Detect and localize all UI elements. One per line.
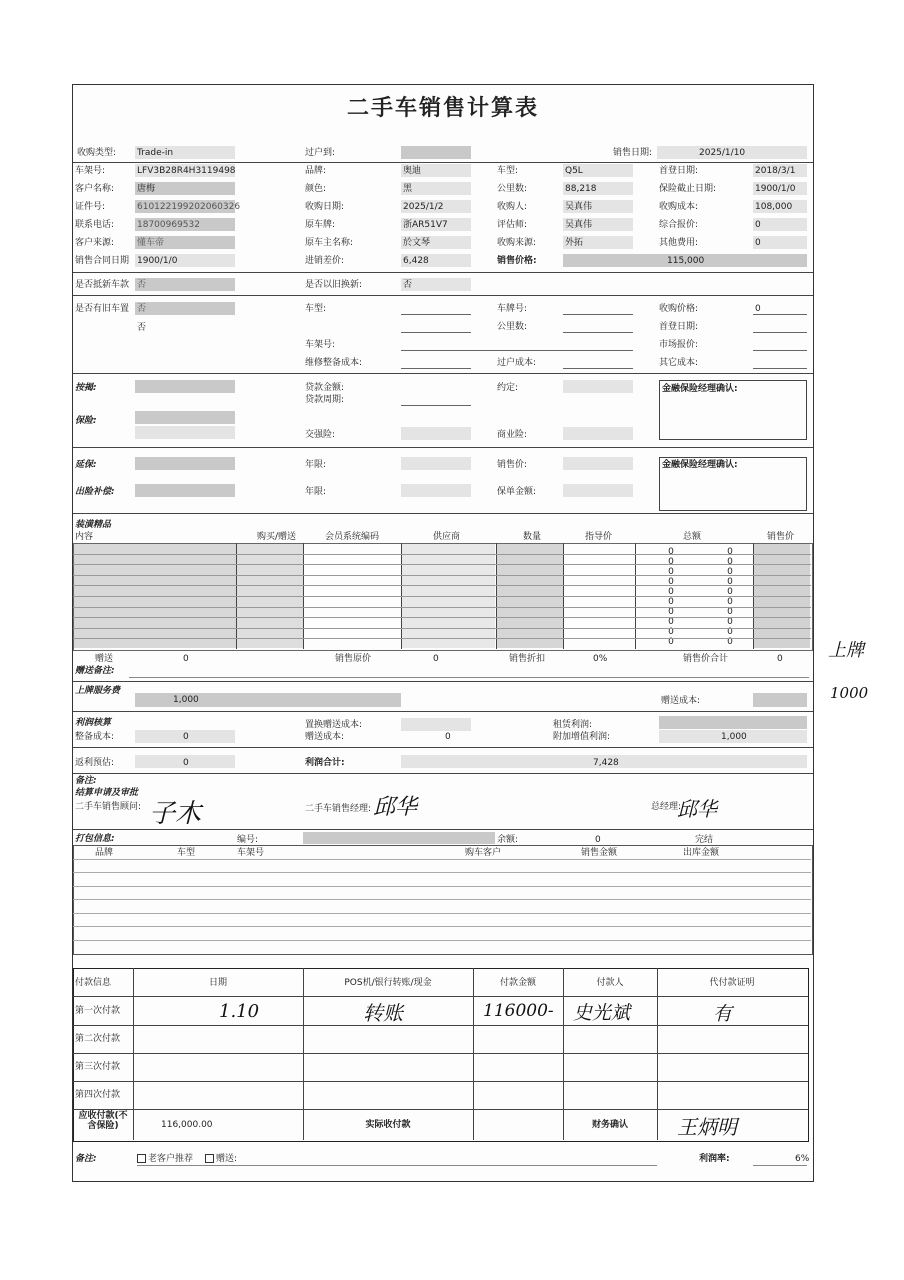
acc-total: 0 bbox=[727, 617, 733, 627]
margin-note-line1: 上牌 bbox=[828, 640, 864, 661]
phone-value: 18700969532 bbox=[137, 220, 200, 230]
swap-repair-label: 维修整备成本: bbox=[305, 358, 363, 368]
offset-label: 是否抵新车款 bbox=[75, 280, 130, 290]
insurance-label: 保险截止日期: bbox=[659, 184, 717, 194]
commercial-label: 商业险: bbox=[497, 430, 528, 440]
gift-label: 赠送 bbox=[95, 654, 114, 664]
customer-label: 客户名称: bbox=[75, 184, 115, 194]
pay-row-1-method: 转账 bbox=[363, 1001, 403, 1025]
has-old-label: 是否有旧车置 bbox=[75, 304, 130, 314]
combo-quote-value: 0 bbox=[755, 220, 761, 230]
first-reg-value: 2018/3/1 bbox=[755, 166, 796, 176]
transfer-to-label: 过户到: bbox=[305, 148, 336, 158]
rent-profit-label: 租赁利润: bbox=[553, 720, 593, 730]
pkg-header-customer: 购车客户 bbox=[465, 848, 502, 858]
agreed-label: 约定: bbox=[497, 383, 519, 393]
vat-profit-label: 附加增值利润: bbox=[553, 732, 611, 742]
actual-label: 实际收付款 bbox=[365, 1120, 411, 1130]
finance-signature: 王炳明 bbox=[677, 1115, 737, 1139]
swap-gift-label: 置换赠送成本: bbox=[305, 720, 363, 730]
gm-signature: 邱华 bbox=[677, 797, 717, 821]
gift-note-label: 赠送备注: bbox=[75, 666, 115, 676]
pay-row-1-label: 第一次付款 bbox=[75, 1006, 121, 1016]
profit-rate-value: 6% bbox=[795, 1154, 810, 1164]
acc-header-total: 总额 bbox=[683, 532, 702, 542]
trade-value: 否 bbox=[403, 280, 413, 290]
consultant-label: 二手车销售顾问: bbox=[75, 802, 142, 812]
package-balance-label: 余额: bbox=[497, 835, 519, 845]
plate-label: 原车牌: bbox=[305, 220, 336, 230]
trade-label: 是否以旧换新: bbox=[305, 280, 363, 290]
acc-header-member-code: 会员系统编码 bbox=[325, 532, 380, 542]
sale-total-value: 0 bbox=[777, 654, 783, 664]
compulsory-label: 交强险: bbox=[305, 430, 336, 440]
contract-date-value: 1900/1/0 bbox=[137, 256, 178, 266]
buyer-label: 收购人: bbox=[497, 202, 528, 212]
manager-signature: 邱华 bbox=[373, 795, 418, 820]
swap-plate-label: 车牌号: bbox=[497, 304, 528, 314]
approval-section-label: 结算申请及审批 bbox=[75, 788, 139, 798]
acc-row-line bbox=[73, 628, 811, 629]
mileage-value: 88,218 bbox=[565, 184, 597, 194]
gift-value: 0 bbox=[183, 654, 189, 664]
loan-period-label: 贷款周期: bbox=[305, 395, 345, 405]
rebate-value: 0 bbox=[183, 758, 189, 768]
swap-market-label: 市场报价: bbox=[659, 340, 699, 350]
pay-row-3-label: 第三次付款 bbox=[75, 1062, 121, 1072]
profit-section-label: 利润核算 bbox=[75, 718, 112, 728]
acc-guide-price: 0 bbox=[668, 577, 674, 587]
pay-header-amount: 付款金额 bbox=[499, 978, 536, 988]
brand-label: 品牌: bbox=[305, 166, 327, 176]
discount-value: 0% bbox=[593, 654, 608, 664]
pay-row-2-label: 第二次付款 bbox=[75, 1034, 121, 1044]
package-row-line bbox=[73, 886, 811, 887]
acc-total: 0 bbox=[727, 567, 733, 577]
swap-other-cost-label: 其它成本: bbox=[659, 358, 699, 368]
package-table bbox=[73, 845, 813, 955]
pkg-header-vin: 车架号 bbox=[237, 848, 265, 858]
swap-first-reg-label: 首登日期: bbox=[659, 322, 699, 332]
brand-value: 奥迪 bbox=[403, 166, 422, 176]
rebate-label: 返利预估: bbox=[75, 758, 115, 768]
acc-total: 0 bbox=[727, 627, 733, 637]
loan-amount-label: 贷款金额: bbox=[305, 383, 345, 393]
sale-original-label: 销售原价 bbox=[335, 654, 372, 664]
due-label: 应收付款(不含保险) bbox=[78, 1111, 128, 1131]
model-value: Q5L bbox=[565, 166, 583, 176]
purchase-date-value: 2025/1/2 bbox=[403, 202, 444, 212]
sale-date-value: 2025/1/10 bbox=[699, 148, 746, 158]
acc-total: 0 bbox=[727, 607, 733, 617]
pay-header-info: 付款信息 bbox=[75, 978, 112, 988]
warranty-label: 延保: bbox=[75, 460, 97, 470]
package-row-line bbox=[73, 872, 811, 873]
acc-guide-price: 0 bbox=[668, 627, 674, 637]
acc-row-line bbox=[73, 607, 811, 608]
package-row-line bbox=[73, 940, 811, 941]
plate-value: 浙AR51V7 bbox=[403, 220, 448, 230]
finance-confirm-label: 财务确认 bbox=[591, 1120, 628, 1130]
acq-source-value: 外拓 bbox=[565, 238, 584, 248]
acc-guide-price: 0 bbox=[668, 637, 674, 647]
discount-label: 销售折扣 bbox=[509, 654, 546, 664]
swap-price-value: 0 bbox=[755, 304, 761, 314]
mileage-label: 公里数: bbox=[497, 184, 528, 194]
manager-label: 二手车销售经理: bbox=[305, 804, 372, 814]
buyer-value: 吴真伟 bbox=[565, 202, 593, 212]
owner-value: 於文琴 bbox=[403, 238, 431, 248]
mortgage-label: 按揭: bbox=[75, 383, 97, 393]
profit-gift-cost-value: 0 bbox=[445, 732, 451, 742]
sales-calculation-sheet bbox=[72, 84, 814, 1182]
color-value: 黑 bbox=[403, 184, 413, 194]
acc-header-qty: 数量 bbox=[523, 532, 542, 542]
gm-label: 总经理: bbox=[651, 802, 682, 812]
package-section-label: 打包信息: bbox=[75, 834, 115, 844]
acc-total: 0 bbox=[727, 547, 733, 557]
swap-price-label: 收购价格: bbox=[659, 304, 699, 314]
acc-total: 0 bbox=[727, 597, 733, 607]
acc-guide-price: 0 bbox=[668, 587, 674, 597]
swap-transfer-cost-label: 过户成本: bbox=[497, 358, 537, 368]
acc-row-line bbox=[73, 617, 811, 618]
has-old-value-2: 否 bbox=[137, 323, 147, 333]
acc-header-content: 内容 bbox=[75, 532, 94, 542]
acc-guide-price: 0 bbox=[668, 547, 674, 557]
acc-header-buy-gift: 购买/赠送 bbox=[257, 532, 297, 542]
swap-model-label: 车型: bbox=[305, 304, 327, 314]
manager-confirm-label-2: 金融保险经理确认: bbox=[662, 460, 738, 470]
profit-rate-label: 利润率: bbox=[699, 1154, 730, 1164]
prep-cost-value: 0 bbox=[183, 732, 189, 742]
due-value: 116,000.00 bbox=[161, 1120, 213, 1130]
swap-vin-label: 车架号: bbox=[305, 340, 336, 350]
pkg-header-model: 车型 bbox=[177, 848, 196, 858]
accessories-section-label: 装潢精品 bbox=[75, 520, 112, 530]
purchase-date-label: 收购日期: bbox=[305, 202, 345, 212]
pay-row-4-label: 第四次付款 bbox=[75, 1090, 121, 1100]
contract-date-label: 销售合同日期 bbox=[75, 256, 130, 266]
pay-row-1-payer: 史光斌 bbox=[573, 1002, 631, 1024]
acc-row-line bbox=[73, 638, 811, 639]
insurance-section-label: 保险: bbox=[75, 416, 97, 426]
prep-cost-label: 整备成本: bbox=[75, 732, 115, 742]
profit-gift-cost-label: 赠送成本: bbox=[305, 732, 345, 742]
combo-quote-label: 综合报价: bbox=[659, 220, 699, 230]
acc-row-line bbox=[73, 554, 811, 555]
acc-total: 0 bbox=[727, 557, 733, 567]
color-label: 颜色: bbox=[305, 184, 327, 194]
owner-label: 原车主名称: bbox=[305, 238, 354, 248]
old-customer-checkbox[interactable]: 老客户推荐 bbox=[137, 1153, 193, 1165]
profit-total-label: 利润合计: bbox=[305, 758, 345, 768]
consultant-signature: 子木 bbox=[149, 799, 202, 829]
acc-header-supplier: 供应商 bbox=[433, 532, 461, 542]
other-fee-label: 其他费用: bbox=[659, 238, 699, 248]
warranty-sale-price-label: 销售价: bbox=[497, 460, 528, 470]
pay-header-proof: 代付款证明 bbox=[709, 978, 755, 988]
package-row-line bbox=[73, 899, 811, 900]
years-label-2: 年限: bbox=[305, 487, 327, 497]
acc-row-line bbox=[73, 564, 811, 565]
swap-km-label: 公里数: bbox=[497, 322, 528, 332]
acc-guide-price: 0 bbox=[668, 607, 674, 617]
id-value: 610122199202060326 bbox=[137, 202, 241, 212]
margin-label: 进销差价: bbox=[305, 256, 345, 266]
page-title: 二手车销售计算表 bbox=[346, 95, 539, 121]
pay-row-1-amount: 116000- bbox=[483, 1001, 554, 1021]
acc-guide-price: 0 bbox=[668, 597, 674, 607]
package-row-line bbox=[73, 859, 811, 860]
acc-header-sale-price: 销售价 bbox=[767, 532, 795, 542]
assessor-label: 评估师: bbox=[497, 220, 528, 230]
listing-gift-cost-label: 赠送成本: bbox=[661, 696, 701, 706]
approval-note-label: 备注: bbox=[75, 776, 97, 786]
purchase-cost-label: 收购成本: bbox=[659, 202, 699, 212]
package-row-line bbox=[73, 926, 811, 927]
acc-row-line bbox=[73, 596, 811, 597]
first-reg-label: 首登日期: bbox=[659, 166, 699, 176]
pkg-header-out-amount: 出库金额 bbox=[683, 848, 720, 858]
pkg-header-sale-amount: 销售金额 bbox=[581, 848, 618, 858]
transfer-to-field bbox=[401, 146, 471, 159]
acc-row-line bbox=[73, 575, 811, 576]
model-label: 车型: bbox=[497, 166, 519, 176]
purchase-cost-value: 108,000 bbox=[755, 202, 793, 212]
listing-section-label: 上牌服务费 bbox=[75, 686, 121, 696]
acc-total: 0 bbox=[727, 637, 733, 647]
sale-original-value: 0 bbox=[433, 654, 439, 664]
pay-row-1-date: 1.10 bbox=[219, 1001, 260, 1022]
acq-source-label: 收购来源: bbox=[497, 238, 537, 248]
insurance-value: 1900/1/0 bbox=[755, 184, 796, 194]
sale-date-label: 销售日期: bbox=[613, 148, 653, 158]
vin-value: LFV3B28R4H3119498 bbox=[137, 166, 236, 176]
assessor-value: 吴真伟 bbox=[565, 220, 593, 230]
source-label: 客户来源: bbox=[75, 238, 115, 248]
has-old-value: 否 bbox=[137, 304, 147, 314]
profit-total-value: 7,428 bbox=[593, 758, 619, 768]
pkg-header-brand: 品牌 bbox=[95, 848, 114, 858]
manager-confirm-label: 金融保险经理确认: bbox=[662, 384, 738, 394]
vin-label: 车架号: bbox=[75, 166, 106, 176]
package-row-line bbox=[73, 913, 811, 914]
sale-price-value: 115,000 bbox=[667, 256, 705, 266]
id-label: 证件号: bbox=[75, 202, 106, 212]
purchase-type-label: 收购类型: bbox=[77, 148, 117, 158]
customer-value: 唐梅 bbox=[137, 184, 156, 194]
policy-label: 保单金额: bbox=[497, 487, 537, 497]
acc-guide-price: 0 bbox=[668, 617, 674, 627]
acc-guide-price: 0 bbox=[668, 557, 674, 567]
package-balance-value: 0 bbox=[595, 835, 601, 845]
acc-total: 0 bbox=[727, 577, 733, 587]
acc-header-guide-price: 指导价 bbox=[585, 532, 613, 542]
source-value: 懂车帝 bbox=[137, 238, 165, 248]
other-fee-value: 0 bbox=[755, 238, 761, 248]
sale-price-label: 销售价格: bbox=[497, 256, 537, 266]
phone-label: 联系电话: bbox=[75, 220, 115, 230]
margin-value: 6,428 bbox=[403, 256, 429, 266]
years-label: 年限: bbox=[305, 460, 327, 470]
claim-label: 出险补偿: bbox=[75, 487, 115, 497]
package-number-label: 编号: bbox=[237, 835, 259, 845]
pay-row-1-proof: 有 bbox=[713, 1003, 733, 1025]
pay-header-method: POS机/银行转账/现金 bbox=[344, 978, 432, 988]
vat-profit-value: 1,000 bbox=[721, 732, 747, 742]
package-done-label: 完结 bbox=[695, 835, 714, 845]
margin-note-line2: 1000 bbox=[830, 684, 869, 702]
pay-header-date: 日期 bbox=[208, 978, 227, 988]
listing-value: 1,000 bbox=[173, 695, 199, 705]
offset-value: 否 bbox=[137, 280, 147, 290]
acc-guide-price: 0 bbox=[668, 567, 674, 577]
gift-checkbox[interactable]: 赠送: bbox=[205, 1153, 237, 1165]
footer-note-label: 备注: bbox=[75, 1154, 97, 1164]
acc-row-line bbox=[73, 585, 811, 586]
purchase-type-value: Trade-in bbox=[137, 148, 174, 158]
acc-total: 0 bbox=[727, 587, 733, 597]
sale-total-label: 销售价合计 bbox=[683, 654, 729, 664]
pay-header-payer: 付款人 bbox=[596, 978, 624, 988]
